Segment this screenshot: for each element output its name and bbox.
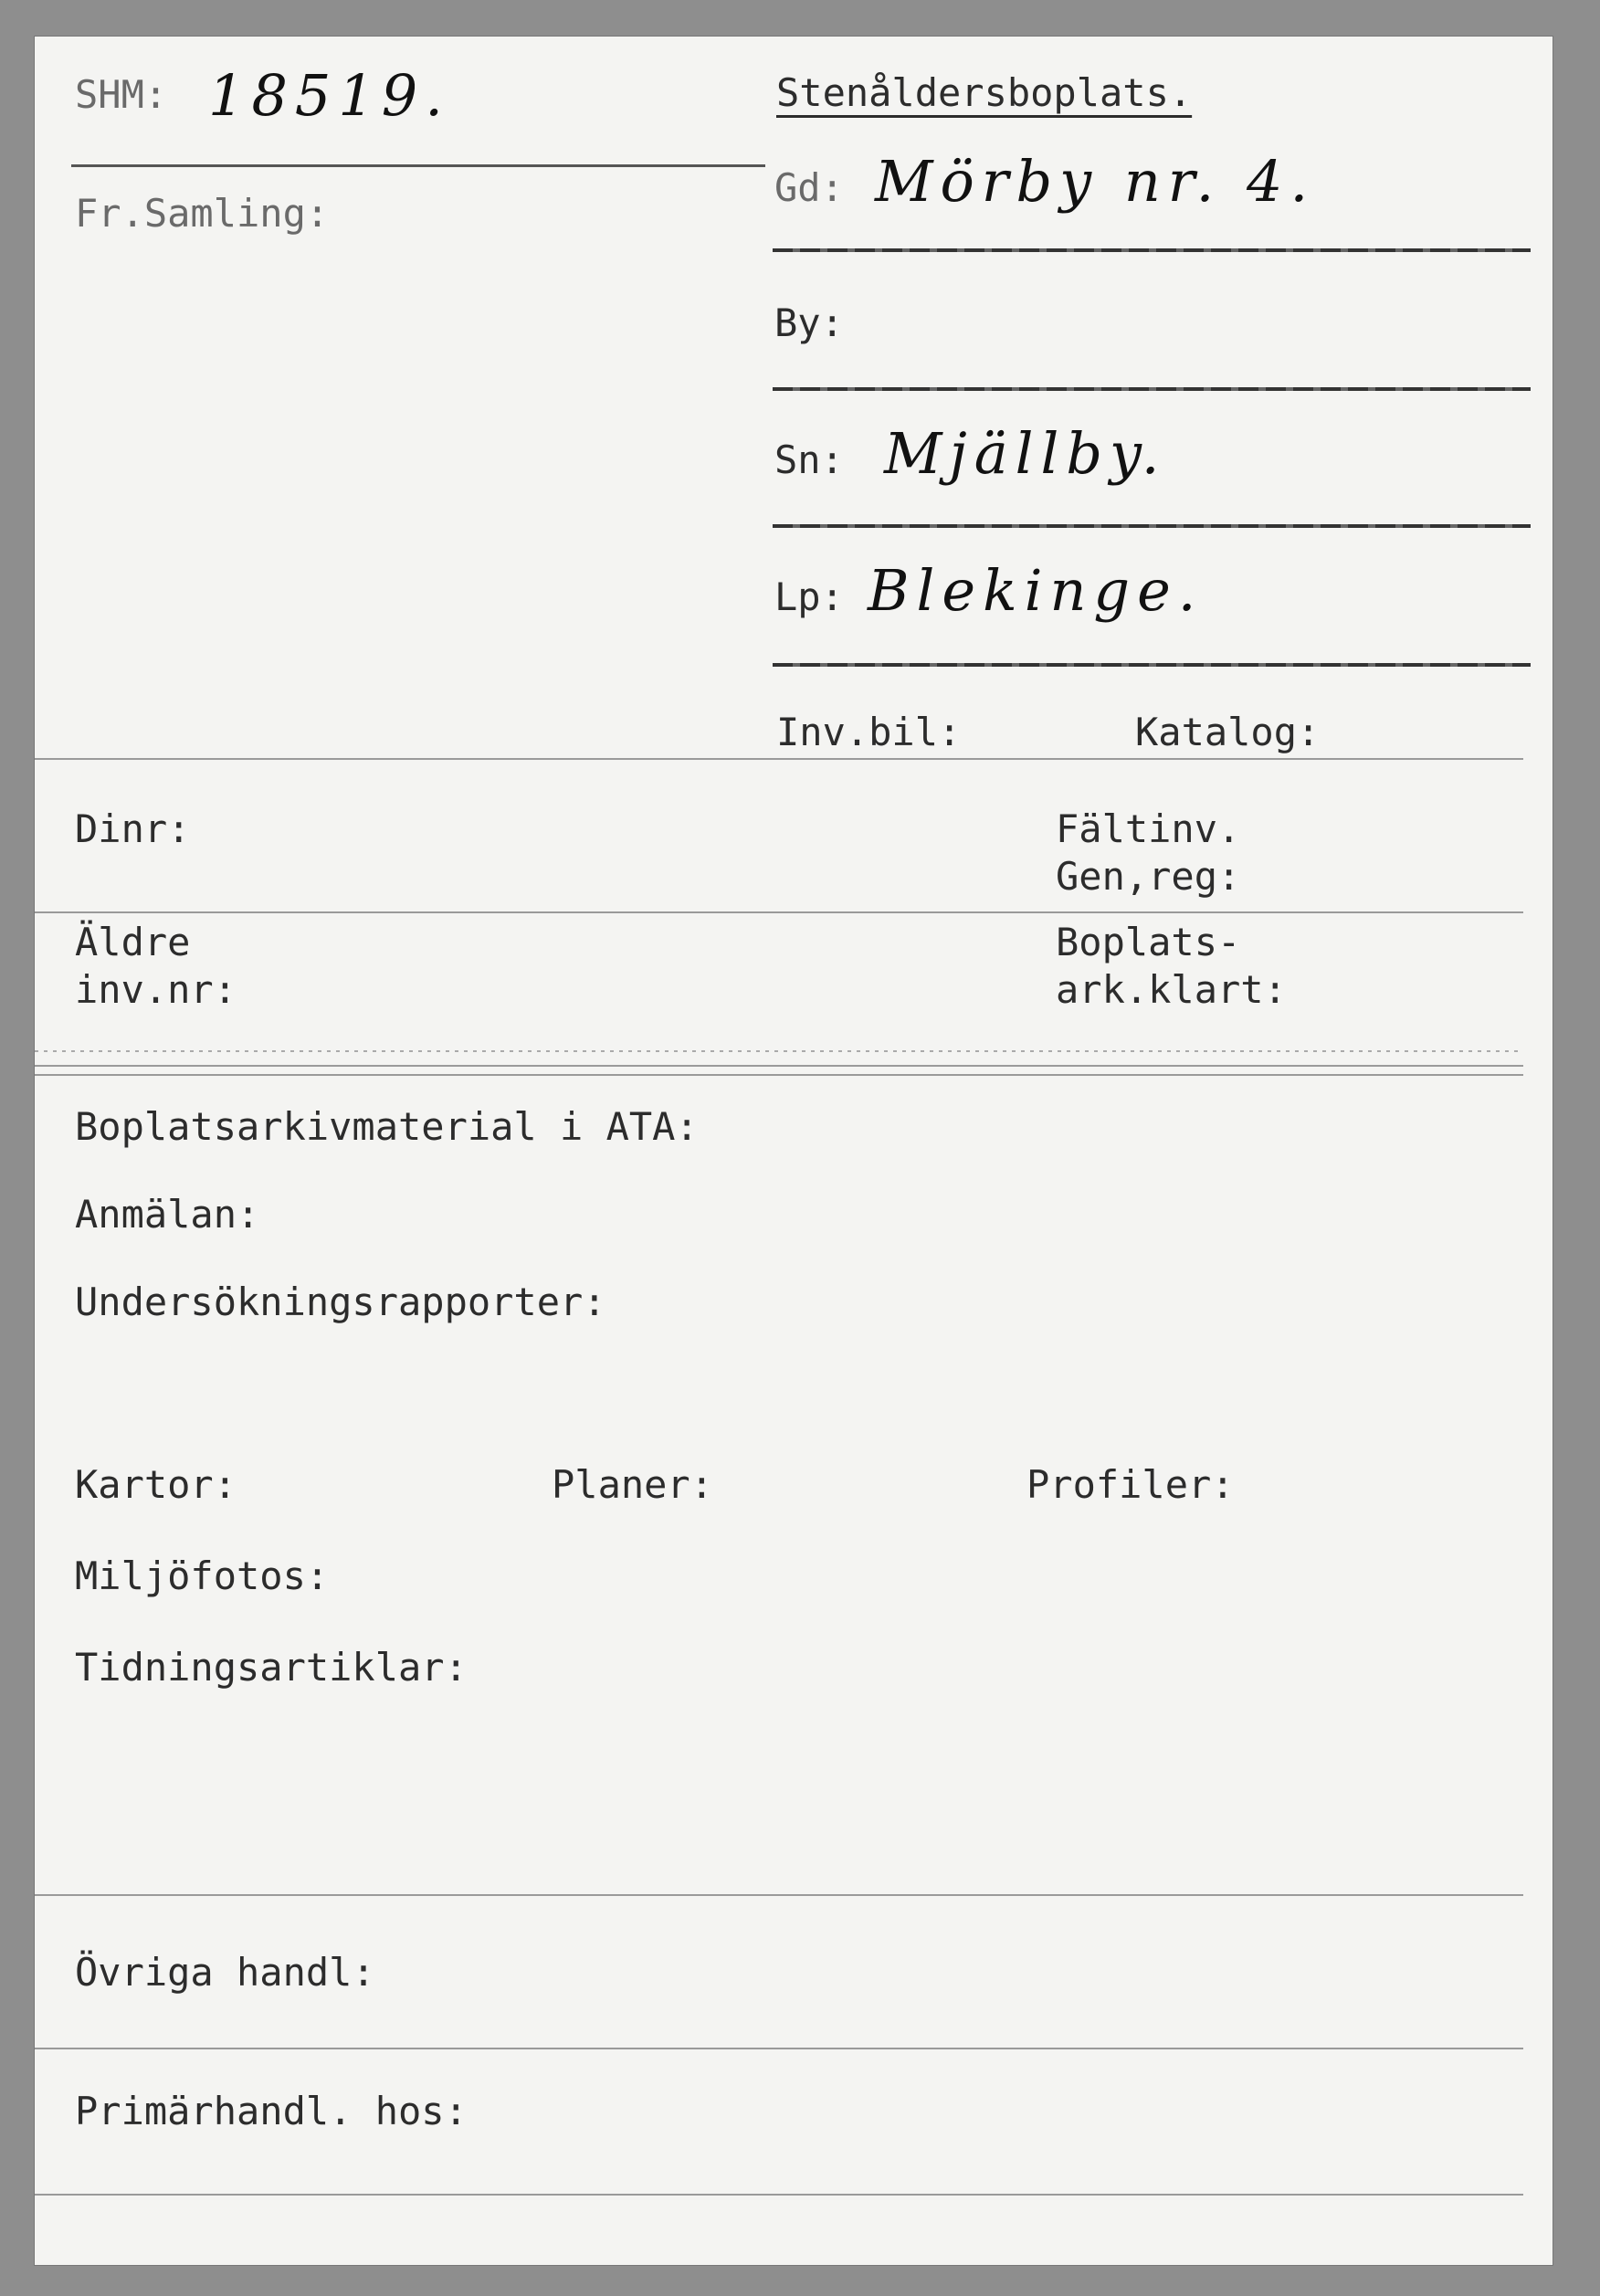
ovriga-label: Övriga handl: <box>75 1950 375 1995</box>
gd-label: Gd: <box>774 165 844 210</box>
section-divider-3 <box>35 1894 1523 1896</box>
faltinv-label: Fältinv. <box>1056 806 1241 851</box>
by-label: By: <box>774 300 844 345</box>
kartor-label: Kartor: <box>75 1462 237 1507</box>
boplats-label: Boplats- <box>1056 920 1241 964</box>
invnr-label: inv.nr: <box>75 967 237 1012</box>
category-title: Stenåldersboplats. <box>776 70 1193 115</box>
miljofotos-label: Miljöfotos: <box>75 1553 330 1598</box>
shm-label: SHM: <box>75 72 168 117</box>
genreg-label: Gen,reg: <box>1056 854 1241 899</box>
section-divider-1 <box>35 758 1523 760</box>
dotted-divider <box>35 1050 1523 1052</box>
section-divider-4 <box>35 2048 1523 2049</box>
by-line <box>773 387 1531 391</box>
sn-line <box>773 524 1531 528</box>
profiler-label: Profiler: <box>1026 1462 1235 1507</box>
aldre-label: Äldre <box>75 920 191 964</box>
header-divider <box>71 164 765 167</box>
katalog-label: Katalog: <box>1135 710 1321 754</box>
inv-bil-label: Inv.bil: <box>776 710 962 754</box>
gd-value: Mörby nr. 4. <box>875 148 1316 215</box>
undersokning-label: Undersökningsrapporter: <box>75 1280 606 1324</box>
arkklart-label: ark.klart: <box>1056 967 1287 1012</box>
sn-label: Sn: <box>774 437 844 482</box>
gd-line <box>773 248 1531 252</box>
shm-value: 18519. <box>208 62 450 129</box>
primar-label: Primärhandl. hos: <box>75 2089 468 2133</box>
section-divider-5 <box>35 2194 1523 2196</box>
lp-value: Blekinge. <box>868 557 1204 624</box>
fr-samling-label: Fr.Samling: <box>75 191 330 236</box>
boplatsarkiv-label: Boplatsarkivmaterial i ATA: <box>75 1104 699 1149</box>
archive-card <box>35 37 1553 2265</box>
double-divider-top <box>35 1065 1523 1067</box>
anmalan-label: Anmälan: <box>75 1192 260 1237</box>
planer-label: Planer: <box>552 1462 714 1507</box>
lp-label: Lp: <box>774 574 844 619</box>
sn-value: Mjällby. <box>884 420 1167 487</box>
tidning-label: Tidningsartiklar: <box>75 1645 468 1690</box>
section-divider-2 <box>35 911 1523 913</box>
double-divider-bottom <box>35 1074 1523 1076</box>
dinr-label: Dinr: <box>75 806 191 851</box>
lp-line <box>773 663 1531 667</box>
